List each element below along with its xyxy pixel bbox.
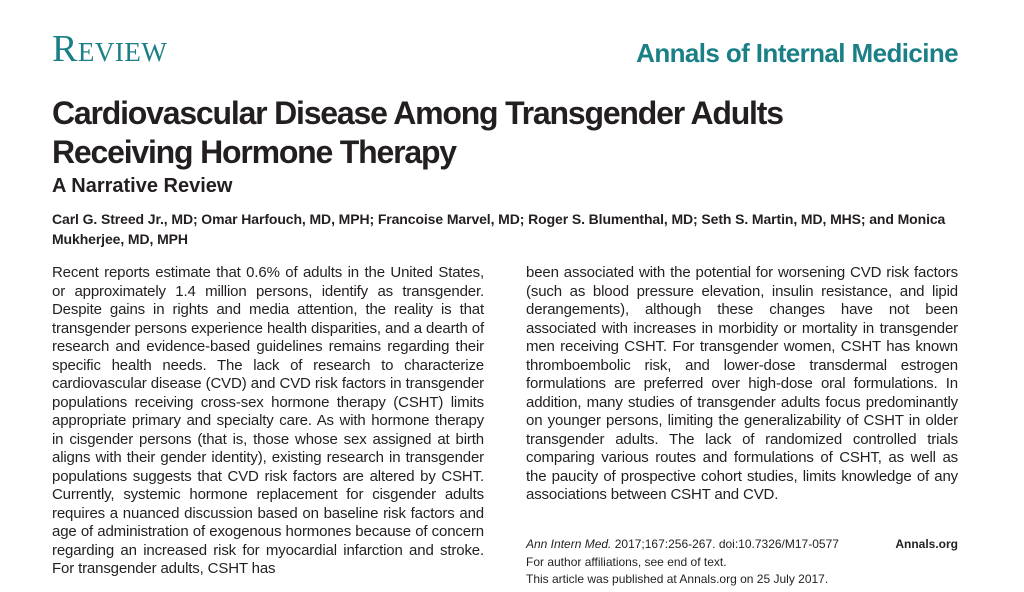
journal-abbrev: Ann Intern Med. xyxy=(526,537,612,551)
abstract-text-right: been associated with the potential for worsening CVD risk factors (such as blood pressure elevation, insulin resistance, and lipid derangements), although these changes have not been associated with increases in morbidity or mortality in transgender men receiving CSHT. For transgender women, CSHT has known thromboembolic risk, and lower-dose transdermal estrogen formulations are preferred over high-dose oral formulations. In addition, many studies of transgender adults focus predominantly on younger persons, limiting the generalizability of CSHT in older transgender adults. The lack of randomized controlled trials comparing various routes and formulations of CSHT, as well as the paucity of prospective cohort studies, limits knowledge of any associations between CSHT and CVD. xyxy=(526,264,958,503)
citation-block xyxy=(526,536,958,589)
section-label: Review xyxy=(52,28,168,70)
author-list: Carl G. Streed Jr., MD; Omar Harfouch, MD, MPH; Francoise Marvel, MD; Roger S. Blumenthal, MD; Seth S. Martin, MD, MHS; and Monica Mukherjee, MD, MPH xyxy=(52,211,946,247)
affiliations-note: For author affiliations, see end of text. xyxy=(526,554,727,569)
citation-details: 2017;167:256-267. doi:10.7326/M17-0577 xyxy=(611,537,839,551)
site-link[interactable]: Annals.org xyxy=(895,537,958,551)
citation xyxy=(526,536,839,554)
published-note: This article was published at Annals.org on 25 July 2017. xyxy=(526,572,829,586)
journal-name: Annals of Internal Medicine xyxy=(636,38,958,68)
article-title: Cardiovascular Disease Among Transgender Adults Receiving Hormone Therapy xyxy=(52,95,783,170)
abstract-text-left: Recent reports estimate that 0.6% of adults in the United States, or approximately 1.4 million persons, identify as transgender. Despite gains in rights and media attention, the reality is that transgender persons experience health disparities, and a dearth of research and evidence-based guidelines remains regarding their specific health needs. The lack of research to characterize cardiovascular disease (CVD) and CVD risk factors in transgender populations receiving cross-sex hormone therapy (CSHT) limits appropriate primary and specialty care. As with hormone therapy in cisgender persons (that is, those whose sex assigned at birth aligns with their gender identity), existing research in transgender populations suggests that CVD risk factors are altered by CSHT. Currently, systemic hormone replacement for cisgender adults requires a nuanced discussion based on baseline risk factors and age of administration of exogenous hormones because of concern regarding an increased risk for myocardial infarction and stroke. For transgender adults, CSHT has xyxy=(52,264,484,577)
abstract-right-column xyxy=(526,264,958,505)
abstract-left-column xyxy=(52,264,484,579)
article-subtitle: A Narrative Review xyxy=(52,175,233,197)
